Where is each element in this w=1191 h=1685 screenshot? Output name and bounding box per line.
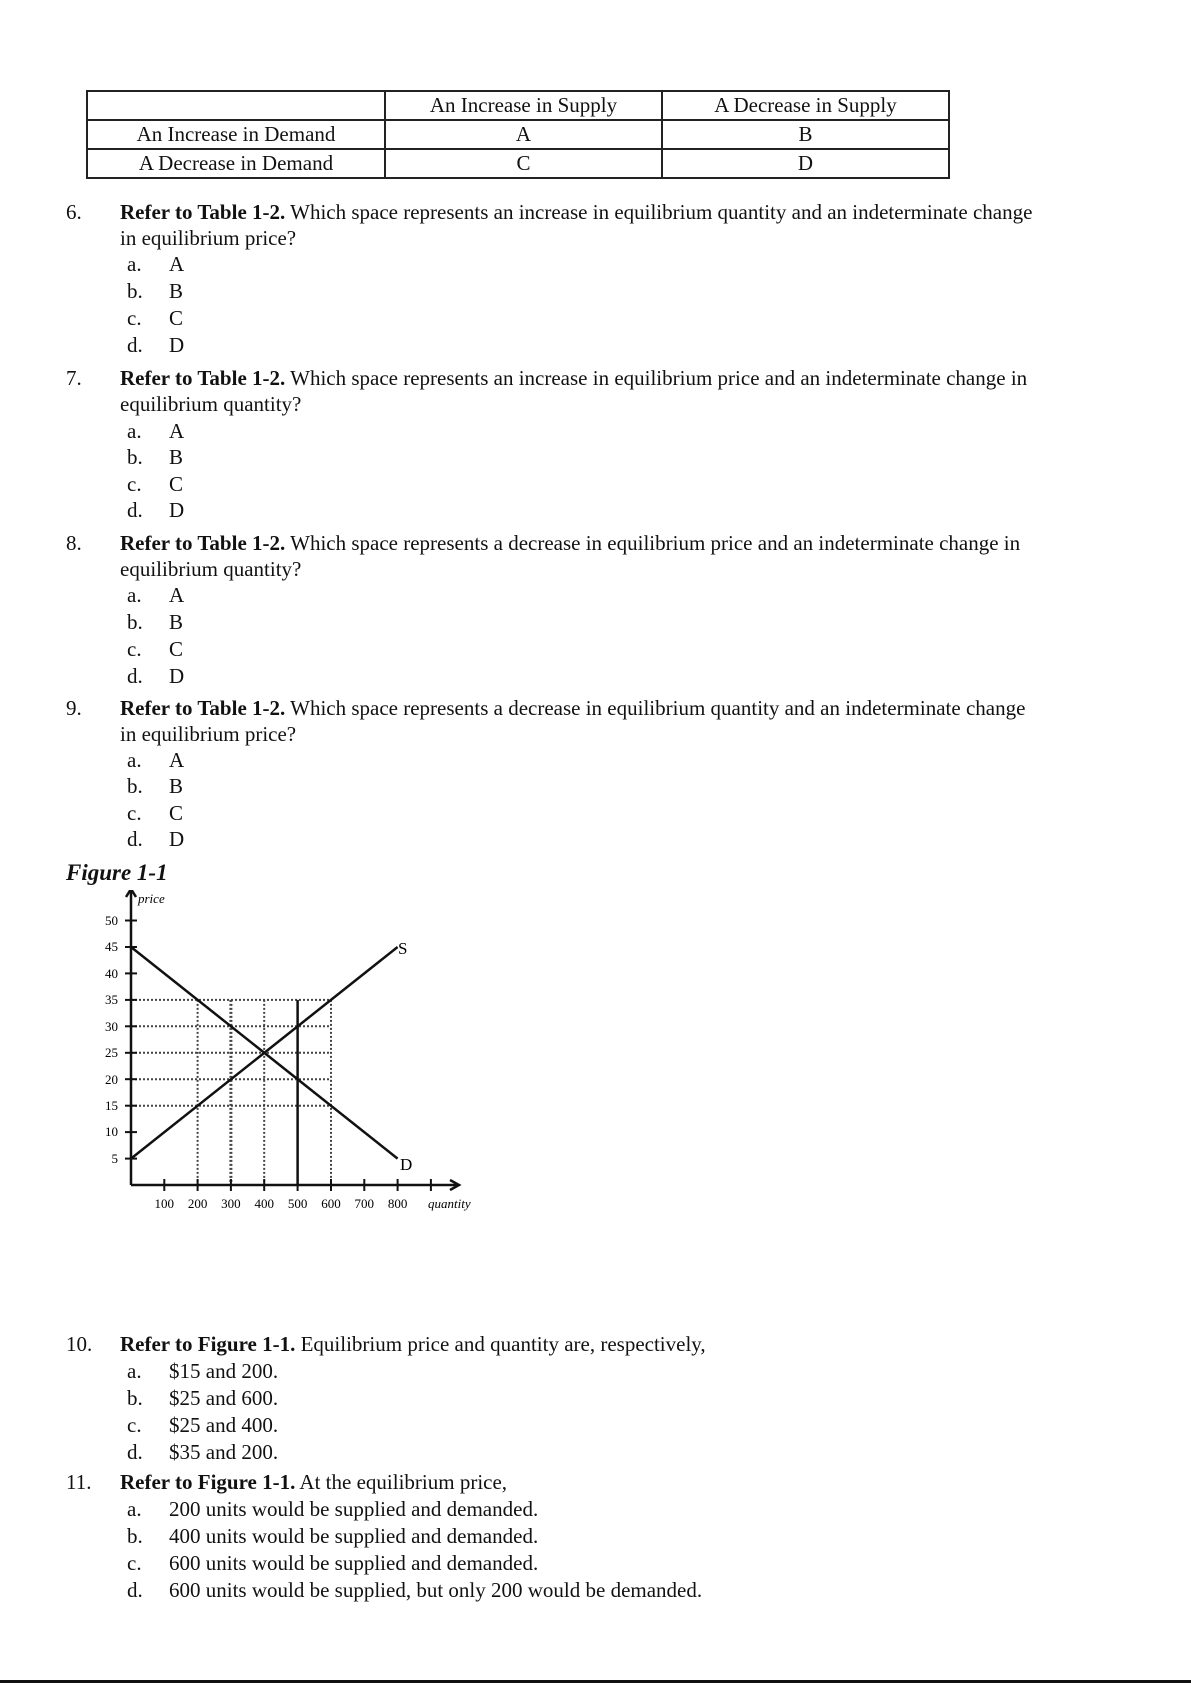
option-text: A [169,748,185,772]
option-text: $35 and 200. [169,1440,279,1464]
question-stem [120,1331,706,1357]
question-text-line1: Equilibrium price and quantity are, respectively, [295,1332,706,1356]
option-text: C [169,801,184,825]
svg-text:200: 200 [187,1196,208,1211]
option-text: C [169,472,184,496]
option-letter: c. [127,306,142,330]
question-text-line2: equilibrium quantity? [120,557,302,581]
option-letter: d. [127,664,143,688]
supply-demand-chart [80,890,500,1290]
option-letter: a. [127,583,142,607]
option-text: A [169,252,185,276]
table-header-cell: A Decrease in Supply [662,91,949,120]
question-text-line1: Which space represents an increase in equilibrium price and an indeterminate change in [285,366,1028,390]
svg-text:700: 700 [354,1196,375,1211]
question-number: 7. [66,366,82,390]
table-row-label: An Increase in Demand [87,120,385,149]
option-letter: a. [127,748,142,772]
option-text: A [169,419,185,443]
option-letter: d. [127,1440,143,1464]
question-stem [120,199,1032,251]
question-11 [66,1469,1166,1499]
table-cell: D [662,149,949,178]
option-letter: b. [127,774,143,798]
option-letter: a. [127,252,142,276]
option-letter: a. [127,419,142,443]
option-text: B [169,445,184,469]
question-number: 9. [66,696,82,720]
option-letter: d. [127,827,143,851]
option-text: D [169,664,185,688]
question-text-line1: At the equilibrium price, [295,1470,508,1494]
option-text: 600 units would be supplied and demanded. [169,1551,539,1575]
table-cell: C [385,149,662,178]
question-6 [66,199,1166,259]
option-text: $25 and 400. [169,1413,279,1437]
option-text: D [169,827,185,851]
question-9 [66,695,1166,755]
svg-text:30: 30 [105,1019,118,1034]
table-row [87,149,949,178]
x-axis-label: quantity [428,1196,471,1211]
svg-text:100: 100 [154,1196,175,1211]
option-letter: a. [127,1497,142,1521]
question-8 [66,530,1166,590]
question-text-line1: Which space represents a decrease in equilibrium quantity and an indeterminate change [285,696,1026,720]
option-letter: a. [127,1359,142,1383]
option-text: A [169,583,185,607]
svg-text:15: 15 [105,1098,118,1113]
svg-text:400: 400 [254,1196,274,1211]
option-text: $15 and 200. [169,1359,279,1383]
table-cell: A [385,120,662,149]
option-text: C [169,637,184,661]
option-letter: c. [127,1413,142,1437]
question-stem [120,530,1020,582]
table-header-cell [87,91,385,120]
question-number: 6. [66,200,82,224]
svg-text:500: 500 [287,1196,308,1211]
svg-text:600: 600 [321,1196,341,1211]
option-letter: d. [127,498,143,522]
question-text-line2: in equilibrium price? [120,722,297,746]
question-reference: Refer to Figure 1-1. [120,1470,296,1494]
table-row [87,120,949,149]
svg-text:10: 10 [105,1124,118,1139]
svg-text:5: 5 [111,1151,118,1166]
option-letter: c. [127,1551,142,1575]
question-stem [120,365,1027,417]
svg-text:800: 800 [387,1196,408,1211]
y-tick-labels [105,913,118,1166]
svg-text:45: 45 [105,939,118,954]
table-1-2 [86,90,950,179]
option-text: B [169,610,184,634]
option-text: 600 units would be supplied, but only 200 would be demanded. [169,1578,703,1602]
axes [126,890,459,1190]
option-text: $25 and 600. [169,1386,279,1410]
table-header-row [87,91,949,120]
question-reference: Refer to Table 1-2. [120,200,286,224]
option-letter: b. [127,445,143,469]
question-text-line2: equilibrium quantity? [120,392,302,416]
option-letter: b. [127,610,143,634]
svg-text:25: 25 [105,1045,118,1060]
question-text-line1: Which space represents an increase in equilibrium quantity and an indeterminate change [285,200,1033,224]
demand-label: D [400,1155,413,1174]
svg-text:50: 50 [105,913,118,928]
option-letter: b. [127,1386,143,1410]
question-10 [66,1331,1166,1361]
option-text: B [169,279,184,303]
question-stem [120,695,1025,747]
question-reference: Refer to Table 1-2. [120,531,286,555]
table-row-label: A Decrease in Demand [87,149,385,178]
question-number: 8. [66,531,82,555]
option-text: D [169,498,185,522]
question-text-line1: Which space represents a decrease in equilibrium price and an indeterminate change in [285,531,1021,555]
option-letter: d. [127,1578,143,1602]
option-letter: b. [127,279,143,303]
svg-text:35: 35 [105,992,118,1007]
svg-text:40: 40 [105,966,118,981]
page-bottom-rule [0,1680,1191,1683]
option-letter: b. [127,1524,143,1548]
svg-text:300: 300 [221,1196,241,1211]
question-reference: Refer to Figure 1-1. [120,1332,296,1356]
option-letter: c. [127,472,142,496]
table-header-cell: An Increase in Supply [385,91,662,120]
x-tick-labels [155,1196,408,1211]
option-text: 400 units would be supplied and demanded. [169,1524,539,1548]
question-text-line2: in equilibrium price? [120,226,297,250]
option-letter: c. [127,801,142,825]
y-axis-label: price [138,891,165,906]
supply-label: S [398,939,408,958]
question-number: 10. [66,1332,93,1356]
option-letter: d. [127,333,143,357]
option-text: B [169,774,184,798]
question-reference: Refer to Table 1-2. [120,366,286,390]
option-text: C [169,306,184,330]
question-reference: Refer to Table 1-2. [120,696,286,720]
svg-text:20: 20 [105,1072,118,1087]
option-text: 200 units would be supplied and demanded. [169,1497,539,1521]
question-7 [66,365,1166,425]
question-number: 11. [66,1470,92,1494]
option-text: D [169,333,185,357]
question-stem [120,1469,507,1495]
option-letter: c. [127,637,142,661]
table-cell: B [662,120,949,149]
figure-title: Figure 1-1 [66,860,168,885]
